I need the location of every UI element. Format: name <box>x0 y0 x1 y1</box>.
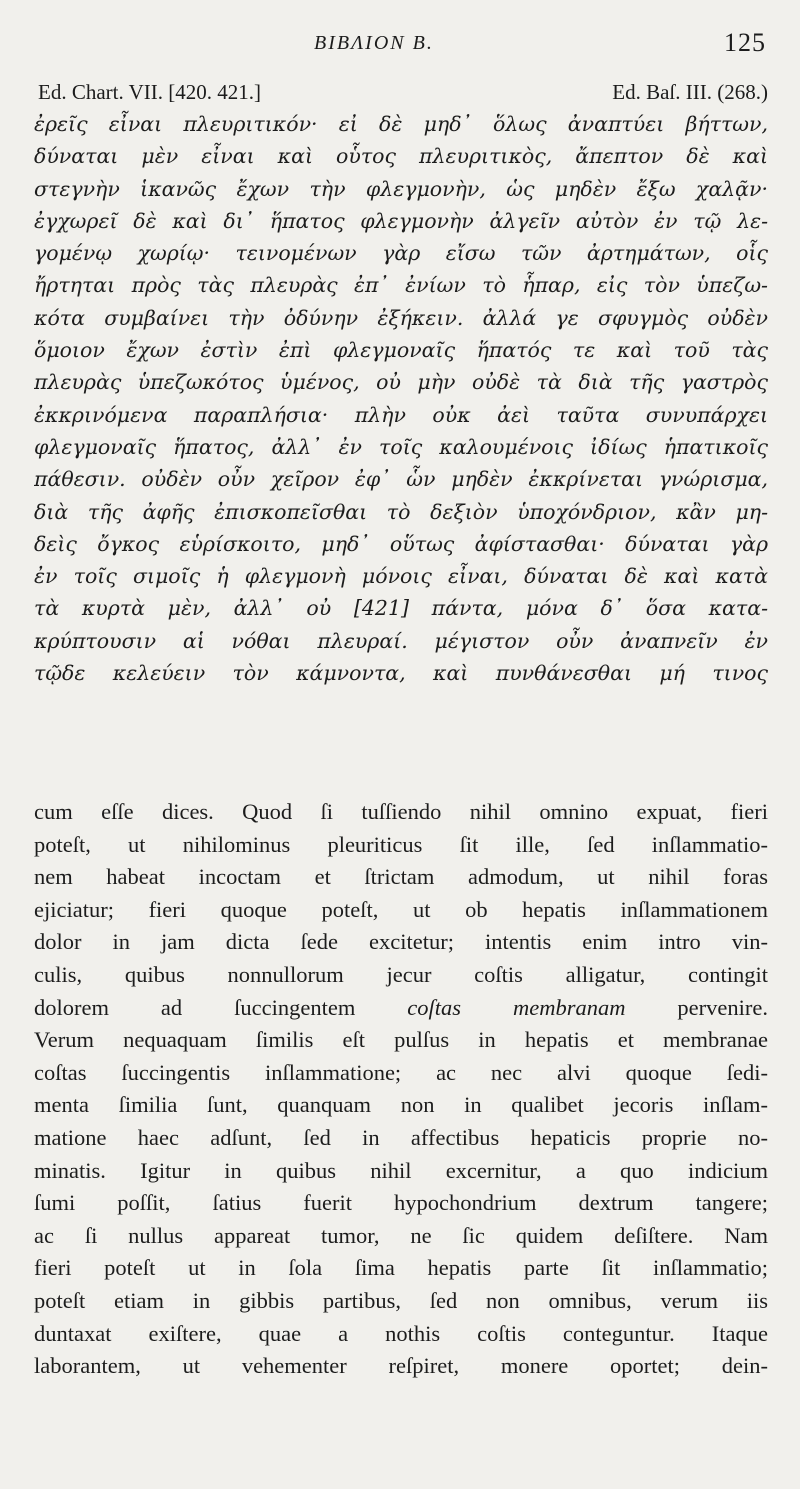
greek-line: ὅμοιον ἔχων ἐστὶν ἐπὶ φλεγμοναῖς ἥπατός τε καὶ τοῦ τὰς <box>34 338 768 363</box>
latin-line: ejiciatur; fieri quoque poteſt, ut ob hepatis inſlammationem <box>34 896 768 922</box>
greek-line: τὰ κυρτὰ μὲν, ἀλλ᾽ οὐ [421] πάντα, μόνα δ᾽ ὅσα κατα- <box>34 596 768 621</box>
greek-line: ἐν τοῖς σιμοῖς ἡ φλεγμονὴ μόνοις εἶναι, δύναται δὲ καὶ κατὰ <box>34 564 768 589</box>
greek-line: φλεγμοναῖς ἥπατος, ἀλλ᾽ ἐν τοῖς καλουμένοις ἰδίως ἡπατικοῖς <box>34 434 768 459</box>
greek-line: κότα συμβαίνει τὴν ὀδύνην ἐξήκειν. ἀλλά γε σφυγμὸς οὐδὲν <box>34 305 768 330</box>
edition-chartier: Ed. Chart. VII. [420. 421.] <box>38 80 261 104</box>
greek-line: ἤρτηται πρὸς τὰς πλευρὰς ἐπ᾽ ἐνίων τὸ ἧπαρ, εἰς τὸν ὑπεζω- <box>34 273 768 298</box>
greek-text <box>34 108 768 689</box>
latin-segment: pervenire. <box>677 994 768 1020</box>
greek-line: ἐρεῖς εἶναι πλευριτικόν· εἰ δὲ μηδ᾽ ὅλως ἀναπτύει βήττων, <box>34 112 768 136</box>
latin-line: ſumi poſſit, ſatius fuerit hypochondrium dextrum tangere; <box>34 1190 768 1216</box>
latin-line: minatis. Igitur in quibus nihil excernitur, a quo indicium <box>34 1157 768 1183</box>
latin-line: matione haec adſunt, ſed in affectibus hepaticis proprie no- <box>34 1124 768 1150</box>
greek-line: πάθεσιν. οὐδὲν οὖν χεῖρον ἐφ᾽ ὧν μηδὲν ἐκκρίνεται γνώρισμα, <box>34 467 768 492</box>
latin-line: ac ſi nullus appareat tumor, ne ſic quidem deſiſtere. Nam <box>34 1222 768 1248</box>
latin-line: coſtas ſuccingentis inſlammatione; ac nec alvi quoque ſedi- <box>34 1059 768 1085</box>
latin-line: cum eſſe dices. Quod ſi tuſſiendo nihil omnino expuat, fieri <box>34 799 768 824</box>
greek-line: διὰ τῆς ἀφῆς ἐπισκοπεῖσθαι τὸ δεξιὸν ὑποχόνδριον, κἂν μη- <box>34 499 768 524</box>
page-number: 125 <box>724 28 766 57</box>
latin-line: dolor in jam dicta ſede excitetur; intentis enim intro vin- <box>34 929 768 955</box>
latin-line: poteſt, ut nihilominus pleuriticus ſit ille, ſed inſlammatio- <box>34 831 768 857</box>
latin-line: fieri poteſt ut in ſola ſima hepatis parte ſit inſlammatio; <box>34 1255 768 1281</box>
latin-line-mixed <box>34 992 768 1025</box>
latin-line: duntaxat exiſtere, quae a nothis coſtis conteguntur. Itaque <box>34 1320 768 1346</box>
latin-italic-phrase: coſtas membranam <box>407 994 626 1020</box>
edition-basel: Ed. Baſ. III. (268.) <box>612 80 768 104</box>
latin-line: laborantem, ut vehementer reſpiret, monere oportet; dein- <box>34 1353 768 1379</box>
running-title: ΒΙΒΛΙΟΝ Β. <box>314 32 434 54</box>
latin-line: culis, quibus nonnullorum jecur coſtis alligatur, contingit <box>34 961 768 987</box>
greek-line: κρύπτουσιν αἱ νόθαι πλευραί. μέγιστον οὖν ἀναπνεῖν ἐν <box>34 628 768 653</box>
latin-line: nem habeat incoctam et ſtrictam admodum, ut nihil foras <box>34 864 768 890</box>
latin-segment: dolorem ad ſuccingentem <box>34 994 356 1020</box>
greek-line: γομένῳ χωρίῳ· τεινομένων γὰρ εἴσω τῶν ἀρτημάτων, οἷς <box>34 241 768 266</box>
greek-line: δύναται μὲν εἶναι καὶ οὗτος πλευριτικὸς, ἄπεπτον δὲ καὶ <box>34 144 768 169</box>
greek-line: ἐγχωρεῖ δὲ καὶ δι᾽ ἥπατος φλεγμονὴν ἀλγεῖν αὐτὸν ἐν τῷ λε- <box>34 208 768 233</box>
latin-line: menta ſimilia ſunt, quanquam non in qualibet jecoris inſlam- <box>34 1092 768 1118</box>
greek-line: τῷδε κελεύειν τὸν κάμνοντα, καὶ πυνθάνεσθαι μή τινος <box>34 661 768 686</box>
latin-line: Verum nequaquam ſimilis eſt pulſus in hepatis et membranae <box>34 1027 768 1053</box>
greek-line: ἐκκρινόμενα παραπλήσια· πλὴν οὐκ ἀεὶ ταῦτα συνυπάρχει <box>34 402 768 427</box>
latin-text <box>34 796 768 1383</box>
greek-line: στεγνὴν ἱκανῶς ἔχων τὴν φλεγμονὴν, ὡς μηδὲν ἔξω χαλᾷν· <box>34 176 768 201</box>
greek-line: δεὶς ὄγκος εὑρίσκοιτο, μηδ᾽ οὕτως ἀφίστασθαι· δύναται γὰρ <box>34 531 768 556</box>
running-head <box>0 28 800 62</box>
greek-line: πλευρὰς ὑπεζωκότος ὑμένος, οὐ μὴν οὐδὲ τὰ διὰ τῆς γαστρὸς <box>34 370 768 395</box>
edition-line <box>38 80 768 108</box>
latin-line: poteſt etiam in gibbis partibus, ſed non omnibus, verum iis <box>34 1287 768 1313</box>
